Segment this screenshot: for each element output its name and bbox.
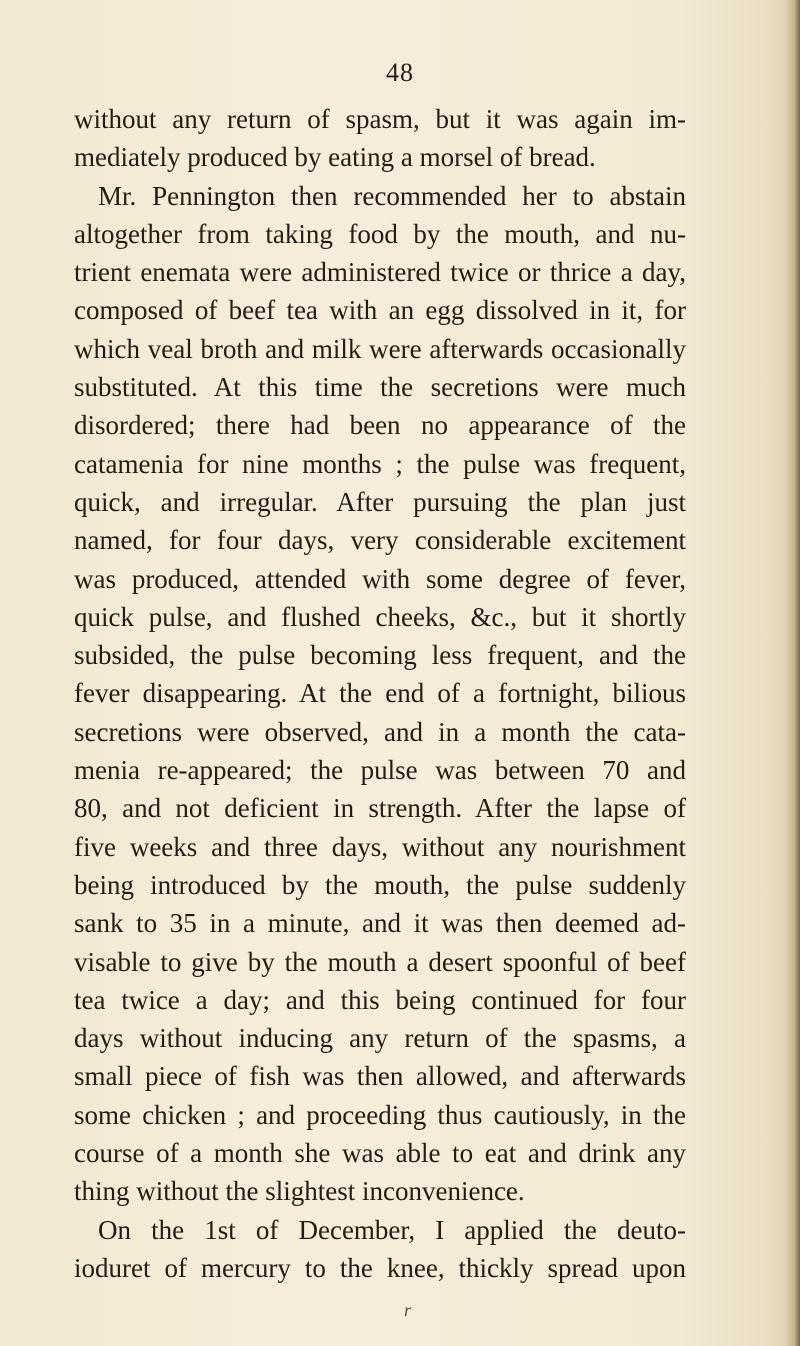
text-line: some chicken ; and proceeding thus cautiously, in the: [74, 1099, 686, 1130]
body-text: [74, 100, 686, 1287]
text-line: mediately produced by eating a morsel of bread.: [74, 142, 596, 173]
text-line: quick, and irregular. After pursuing the plan just: [74, 486, 686, 517]
text-line: visable to give by the mouth a desert spoonful of beef: [74, 946, 686, 977]
text-line: menia re-appeared; the pulse was between 70 and: [74, 755, 686, 786]
text-line: catamenia for nine months ; the pulse was frequent,: [74, 448, 686, 479]
text-line: ioduret of mercury to the knee, thickly spread upon: [74, 1252, 686, 1283]
text-line: fever disappearing. At the end of a fortnight, bilious: [74, 678, 686, 709]
text-line: 80, and not deficient in strength. After the lapse of: [74, 793, 686, 824]
text-line: On the 1st of December, I applied the deuto-: [98, 1214, 686, 1245]
text-line: Mr. Pennington then recommended her to abstain: [98, 180, 686, 211]
text-line: trient enemata were administered twice or thrice a day,: [74, 257, 686, 288]
text-line: five weeks and three days, without any nourishment: [74, 831, 686, 862]
footer-mark: r: [404, 1300, 412, 1320]
text-line: being introduced by the mouth, the pulse suddenly: [74, 869, 686, 900]
text-line: disordered; there had been no appearance of the: [74, 410, 686, 441]
text-line: which veal broth and milk were afterwards occasionally: [74, 333, 686, 364]
text-line: course of a month she was able to eat and drink any: [74, 1138, 686, 1169]
text-line: was produced, attended with some degree of fever,: [74, 563, 686, 594]
text-line: altogether from taking food by the mouth, and nu-: [74, 218, 686, 249]
text-line: small piece of fish was then allowed, and afterwards: [74, 1061, 686, 1092]
text-line: without any return of spasm, but it was again im-: [74, 104, 686, 134]
text-line: tea twice a day; and this being continued for four: [74, 984, 686, 1015]
text-line: substituted. At this time the secretions were much: [74, 372, 686, 403]
page-number: 48: [386, 58, 414, 87]
text-line: sank to 35 in a minute, and it was then deemed ad-: [74, 908, 686, 939]
text-line: days without inducing any return of the spasms, a: [74, 1023, 686, 1054]
text-line: composed of beef tea with an egg dissolved in it, for: [74, 295, 686, 326]
page-edge-shadow: [786, 0, 800, 1346]
text-line: named, for four days, very considerable excitement: [74, 525, 686, 556]
text-line: quick pulse, and flushed cheeks, &c., but it shortly: [74, 601, 686, 632]
text-line: secretions were observed, and in a month the cata-: [74, 716, 686, 747]
text-line: subsided, the pulse becoming less frequent, and the: [74, 640, 686, 671]
text-line: thing without the slightest inconvenience.: [74, 1176, 525, 1207]
